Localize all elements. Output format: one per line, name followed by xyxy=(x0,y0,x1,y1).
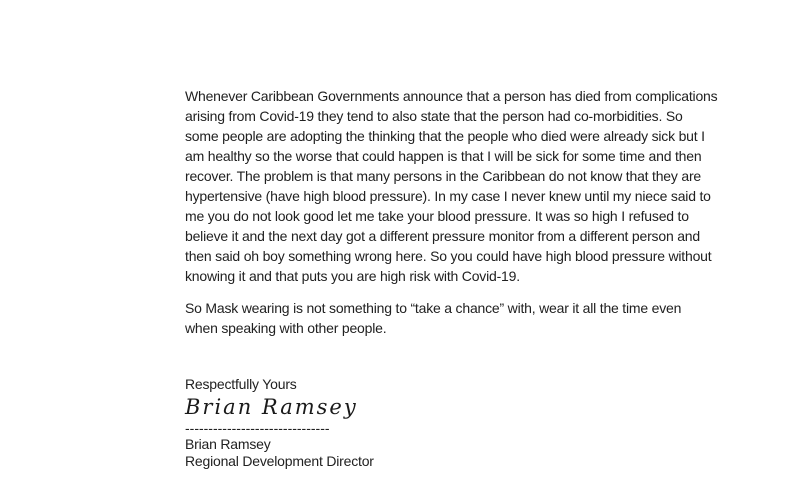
body-text-line: when speaking with other people. xyxy=(185,320,387,336)
paragraph-2 xyxy=(185,298,730,338)
signature-divider: ------------------------------- xyxy=(185,420,330,436)
paragraph-1 xyxy=(185,86,730,286)
body-text-line: knowing it and that puts you are high risk with Covid-19. xyxy=(185,268,520,284)
body-text-line: hypertensive (have high blood pressure). In my case I never knew until my niece said to xyxy=(185,188,711,204)
body-text-line: then said oh boy something wrong here. So you could have high blood pressure without xyxy=(185,248,712,264)
body-text-line: some people are adopting the thinking that the people who died were already sick but I xyxy=(185,128,705,144)
body-text-line: Whenever Caribbean Governments announce that a person has died from complications xyxy=(185,88,718,104)
signer-printed-name: Brian Ramsey xyxy=(185,436,271,452)
body-text-line: recover. The problem is that many persons in the Caribbean do not know that they are xyxy=(185,168,702,184)
body-text-line: me you do not look good let me take your blood pressure. It was so high I refused to xyxy=(185,208,689,224)
signer-job-title: Regional Development Director xyxy=(185,453,374,469)
body-text-line: So Mask wearing is not something to “take a chance” with, wear it all the time even xyxy=(185,300,682,316)
body-text-line: arising from Covid-19 they tend to also state that the person had co-morbidities. So xyxy=(185,108,683,124)
body-text-line: am healthy so the worse that could happen is that I will be sick for some time and then xyxy=(185,148,702,164)
body-text-line: believe it and the next day got a different pressure monitor from a different person and xyxy=(185,228,700,244)
closing-salutation: Respectfully Yours xyxy=(185,376,297,392)
handwritten-signature: Brian Ramsey xyxy=(185,395,358,419)
letter-body xyxy=(185,86,730,470)
